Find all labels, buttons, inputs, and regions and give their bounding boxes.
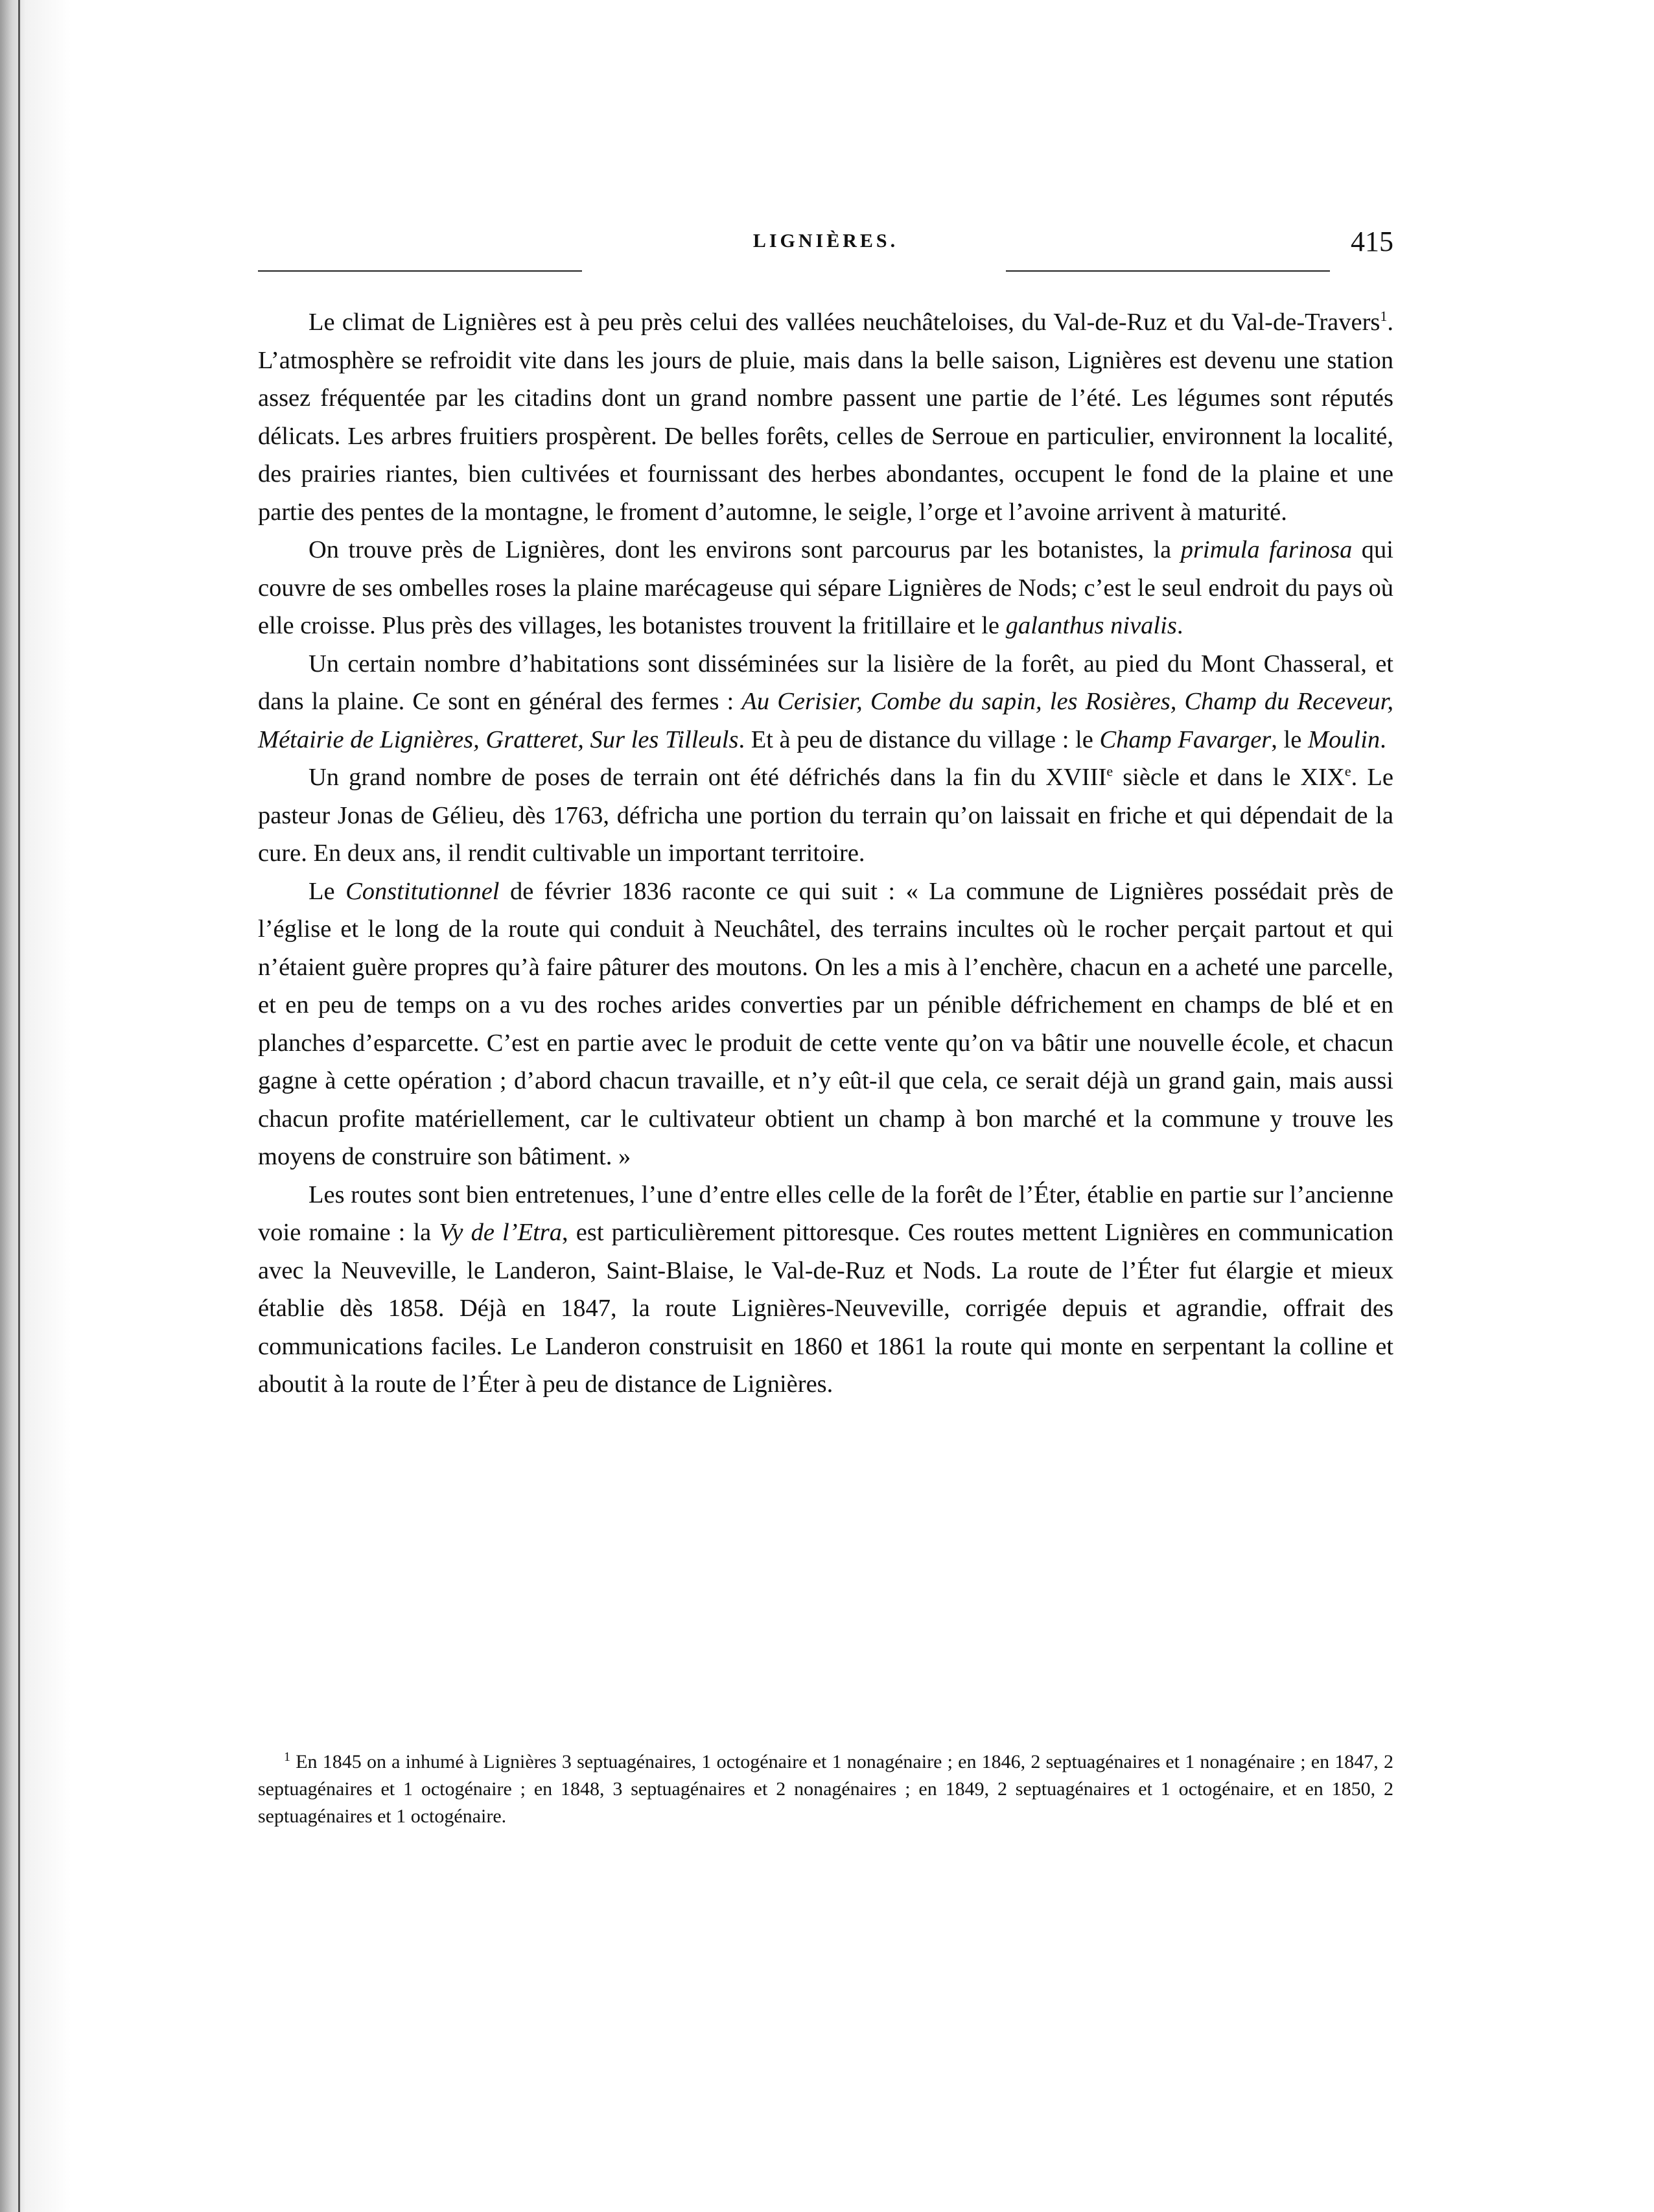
- header-rule-right: [1006, 270, 1330, 272]
- paragraph-botany: On trouve près de Lignières, dont les environs sont parcourus par les botanistes, la primula farinosa qui couvre de ses ombelles roses la plaine marécageuse qui sépare Lignières de Nods; c’est le seul endroit du pays où elle croisse. Plus près des villages, les botanistes trouvent la fritillaire et le galanthus nivalis.: [258, 536, 1393, 639]
- page-number: 415: [1351, 226, 1393, 257]
- footnote-mark: 1: [284, 1750, 290, 1764]
- main-text: [258, 303, 1393, 1404]
- paragraph-habitations: Un certain nombre d’habitations sont disséminées sur la lisière de la forêt, au pied du Mont Chasseral, et dans la plaine. Ce sont en général des fermes : Au Cerisier, Combe du sapin, les Rosières, Champ du Receveur, Métairie de Lignières, Gratteret, Sur les Tilleuls. Et à peu de distance du village : le Champ Favarger, le Moulin.: [258, 650, 1393, 753]
- footnote-text: En 1845 on a inhumé à Lignières 3 septuagénaires, 1 octogénaire et 1 nonagénaire ; en 1846, 2 septuagénaires et 1 nonagénaire ; en 1847, 2 septuagénaires et 1 octogénaire ; en 1848, 3 septuagénaires et 2 nonagénaires ; en 1849, 2 septuagénaires et 1 octogénaire, et en 1850, 2 septuagénaires et 1 octogénaire.: [258, 1751, 1393, 1827]
- book-binding-edge: [0, 0, 71, 2212]
- paragraph-constitutionnel: Le Constitutionnel de février 1836 raconte ce qui suit : « La commune de Lignières possédait près de l’église et le long de la route qui conduit à Neuchâtel, des terrains incultes où le rocher perçait partout et qui n’étaient guère propres qu’à faire pâturer des moutons. On les a mis à l’enchère, chacun en a acheté une parcelle, et en peu de temps on a vu des roches arides converties par un pénible défrichement en champs de blé et en planches d’esparcette. C’est en partie avec le produit de cette vente qu’on va bâtir une nouvelle école, et chacun gagne à cette opération ; d’abord chacun travaille, et n’y eût-il que cela, ce serait déjà un grand gain, mais aussi chacun profite matériellement, car le cultivateur obtient un champ à bon marché et la commune y trouve les moyens de construire son bâtiment. »: [258, 877, 1393, 1170]
- paragraph-roads: Les routes sont bien entretenues, l’une d’entre elles celle de la forêt de l’Éter, établie en partie sur l’ancienne voie romaine : la Vy de l’Etra, est particulièrement pittoresque. Ces routes mettent Lignières en communication avec la Neuveville, le Landeron, Saint-Blaise, le Val-de-Ruz et Nods. La route de l’Éter fut élargie et mieux établie dès 1858. Déjà en 1847, la route Lignières-Neuveville, corrigée depuis et agrandie, offrait des communications faciles. Le Landeron construisit en 1860 et 1861 la route qui monte en serpentant la colline et aboutit à la route de l’Éter à peu de distance de Lignières.: [258, 1181, 1394, 1398]
- binding-fold-line: [18, 0, 20, 2212]
- footnote-reference: 1: [1380, 308, 1388, 325]
- paragraph-clearing: Un grand nombre de poses de terrain ont été défrichés dans la fin du XVIIIe siècle et dans le XIXe. Le pasteur Jonas de Gélieu, dès 1763, défricha une portion du terrain qu’on laissait en friche et qui dépendait de la cure. En deux ans, il rendit cultivable un important territoire.: [258, 763, 1393, 867]
- running-title: LIGNIÈRES.: [752, 230, 899, 252]
- footnote: [258, 1748, 1393, 1830]
- paragraph-climate: Le climat de Lignières est à peu près celui des vallées neuchâteloises, du Val-de-Ruz et du Val-de-Travers$^1$. L’atmosphère se refroidit vite dans les jours de pluie, mais dans la belle saison, Lignières est devenu une station assez fréquentée par les citadins dont un grand nombre passent une partie de l’été. Les légumes sont réputés délicats. Les arbres fruitiers prospèrent. De belles forêts, celles de Serroue en particulier, environnent la localité, des prairies riantes, bien cultivées et fournissant des herbes abondantes, occupent le fond de la plaine et une partie des pentes de la montagne, le froment d’automne, le seigle, l’orge et l’avoine arrivent à maturité.: [258, 308, 1393, 526]
- page-header: [258, 226, 1393, 276]
- header-rule-left: [258, 270, 582, 272]
